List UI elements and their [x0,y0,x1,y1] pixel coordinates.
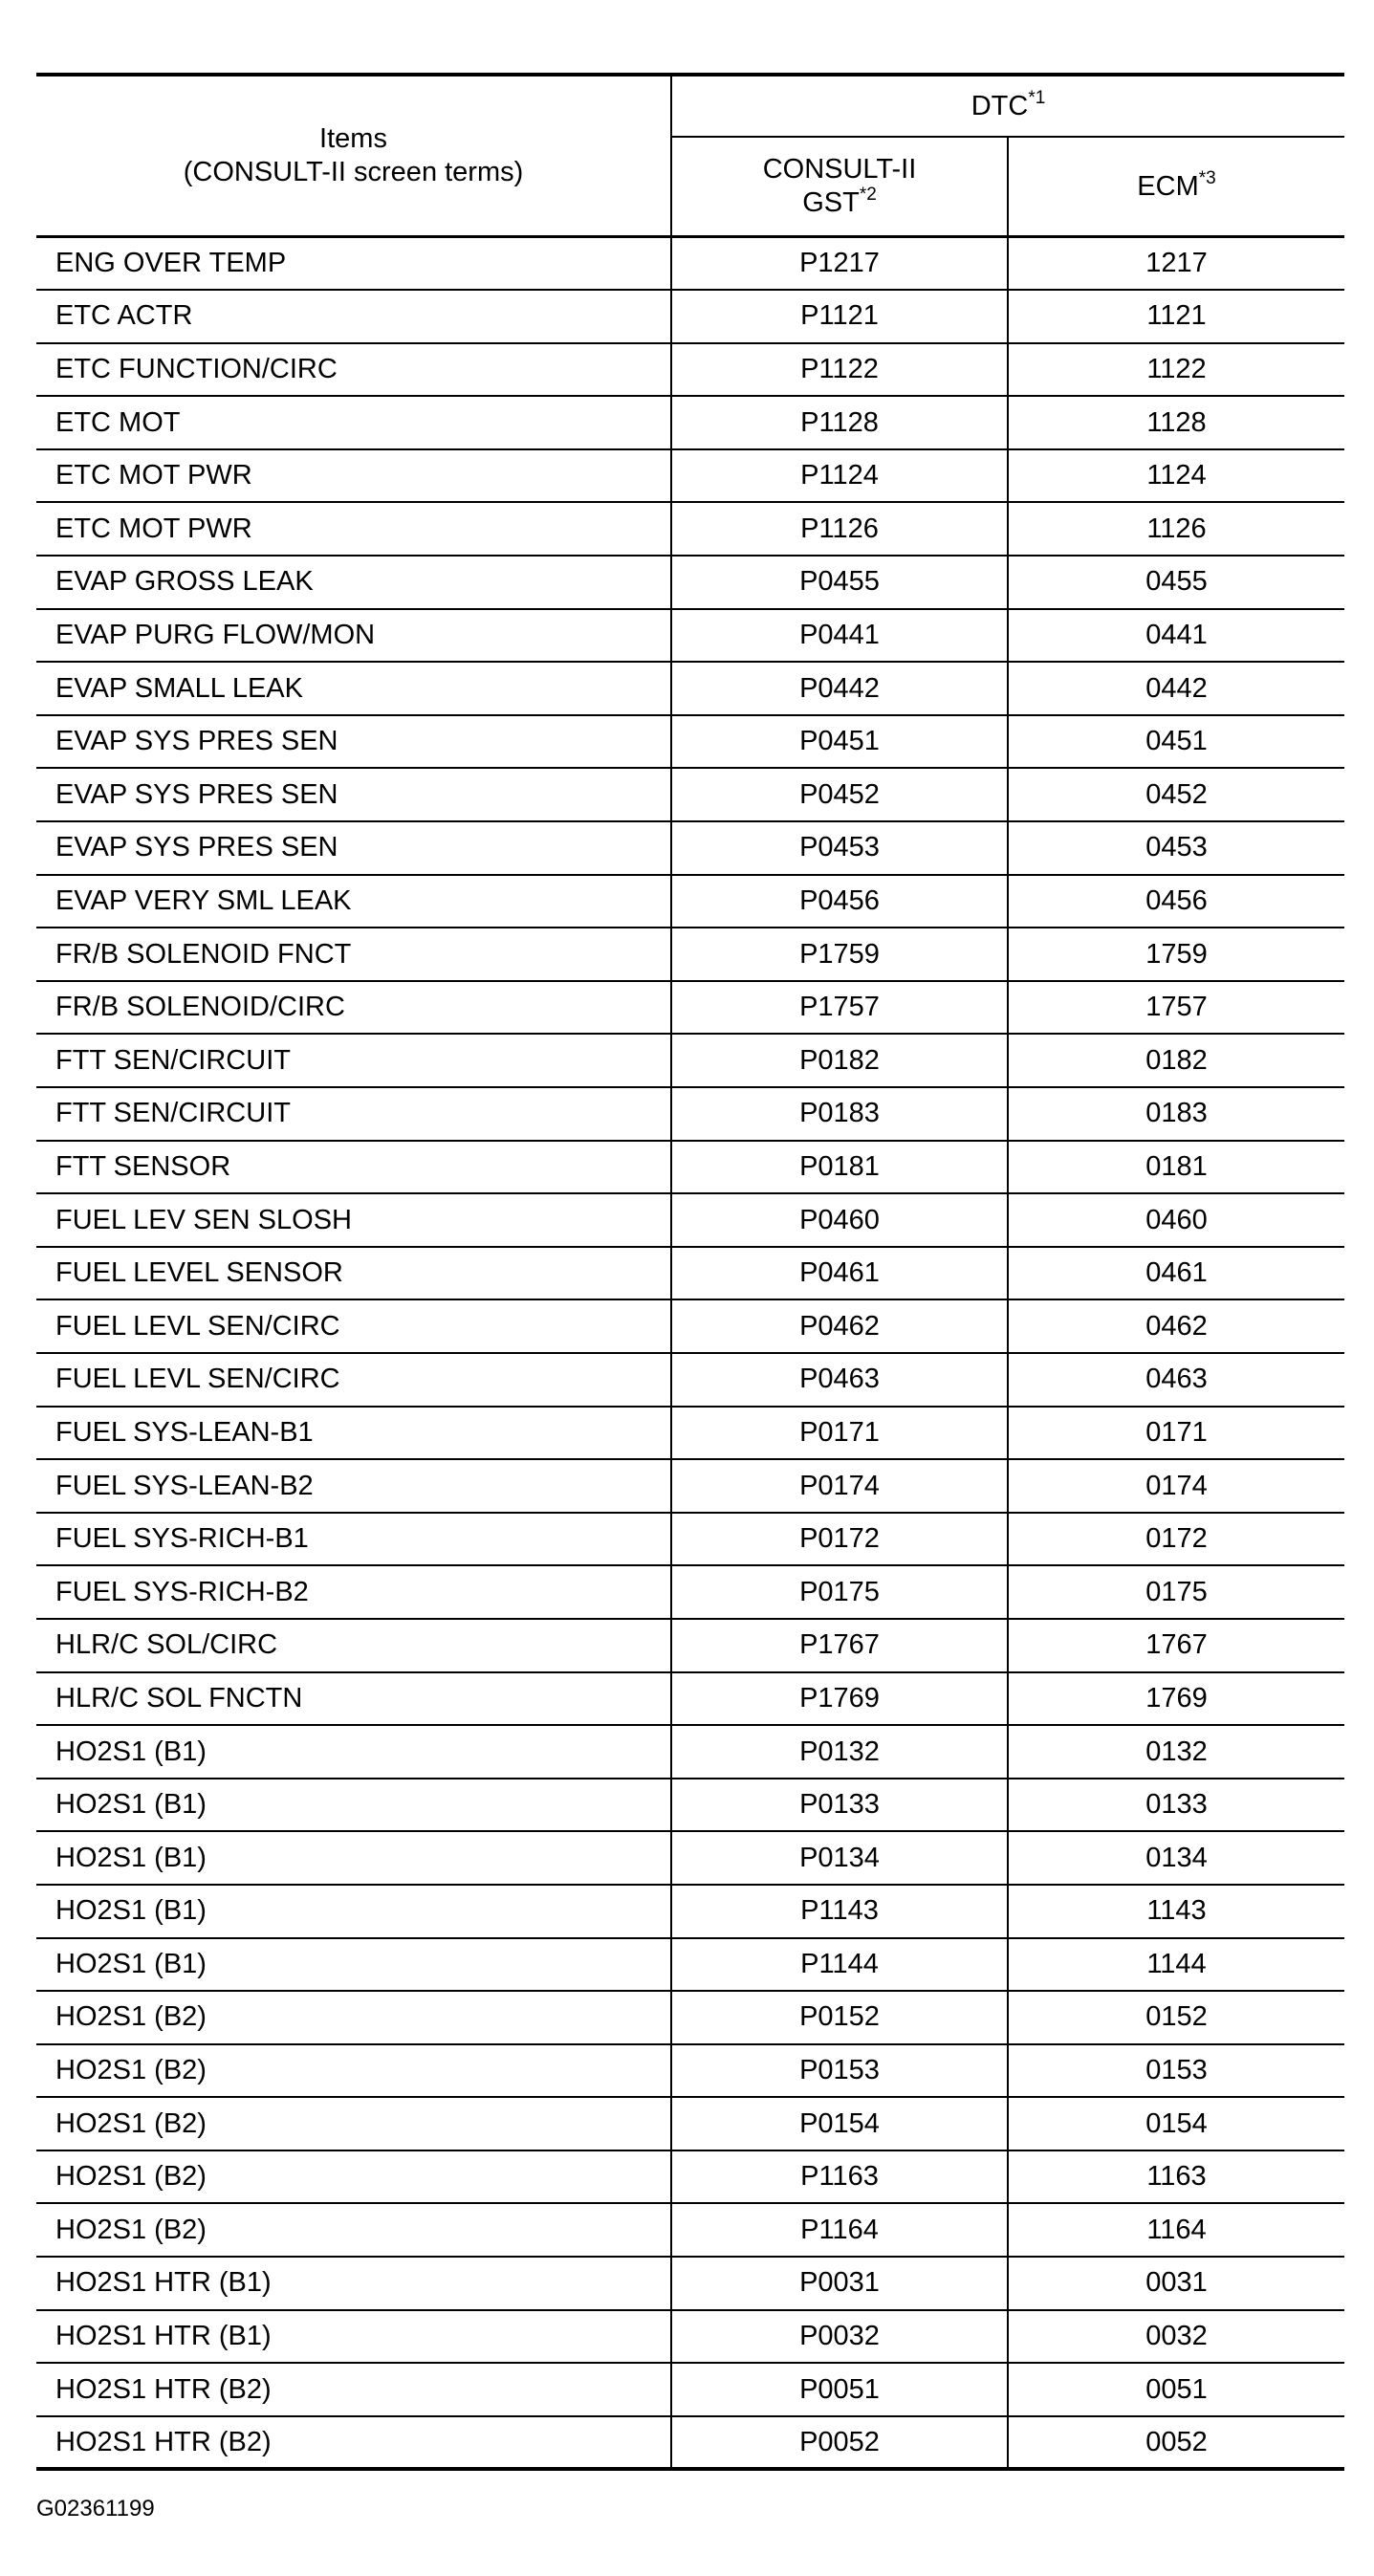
item-cell: HO2S1 (B1) [36,1885,671,1938]
item-cell: EVAP GROSS LEAK [36,556,671,609]
ecm-cell: 0134 [1008,1831,1344,1885]
item-cell: HO2S1 HTR (B2) [36,2416,671,2470]
table-row [36,343,1344,397]
consult-gst-cell: P0460 [671,1193,1008,1247]
item-cell: ETC MOT PWR [36,449,671,503]
item-cell: EVAP SYS PRES SEN [36,768,671,821]
header-consult-gst [671,137,1008,237]
table-body [36,237,1344,2470]
ecm-cell: 0453 [1008,821,1344,875]
ecm-cell: 0461 [1008,1247,1344,1300]
item-cell: FR/B SOLENOID/CIRC [36,981,671,1035]
consult-gst-cell: P1122 [671,343,1008,397]
figure-id: G02361199 [36,2496,155,2521]
item-cell: EVAP VERY SML LEAK [36,875,671,928]
table-row [36,556,1344,609]
dtc-table [36,73,1344,2471]
ecm-cell: 1121 [1008,290,1344,343]
table-row [36,1831,1344,1885]
table-row [36,1459,1344,1513]
item-cell: HO2S1 (B2) [36,2044,671,2098]
consult-gst-cell: P0153 [671,2044,1008,2098]
consult-gst-cell: P0456 [671,875,1008,928]
header-ecm-label: ECM [1137,170,1199,202]
item-cell: FTT SEN/CIRCUIT [36,1034,671,1087]
table-row [36,1087,1344,1141]
item-cell: FUEL SYS-LEAN-B1 [36,1407,671,1460]
header-consult-line2: GST [802,187,860,218]
table-row [36,1725,1344,1779]
item-cell: HO2S1 HTR (B1) [36,2257,671,2310]
ecm-cell: 0175 [1008,1565,1344,1619]
item-cell: FUEL LEVEL SENSOR [36,1247,671,1300]
ecm-cell: 1769 [1008,1672,1344,1726]
table-row [36,1193,1344,1247]
item-cell: FR/B SOLENOID FNCT [36,928,671,981]
consult-gst-cell: P0183 [671,1087,1008,1141]
item-cell: HO2S1 HTR (B1) [36,2310,671,2364]
header-dtc [671,75,1344,137]
consult-gst-cell: P1144 [671,1938,1008,1992]
item-cell: ETC ACTR [36,290,671,343]
table-row [36,2363,1344,2416]
table-row [36,609,1344,663]
consult-gst-cell: P1757 [671,981,1008,1035]
table-row [36,1407,1344,1460]
dtc-table-container [36,73,1344,2471]
consult-gst-cell: P1164 [671,2203,1008,2257]
ecm-cell: 0456 [1008,875,1344,928]
ecm-cell: 1767 [1008,1619,1344,1672]
item-cell: EVAP PURG FLOW/MON [36,609,671,663]
ecm-cell: 0171 [1008,1407,1344,1460]
item-cell: HO2S1 (B1) [36,1779,671,1832]
ecm-cell: 0133 [1008,1779,1344,1832]
consult-gst-cell: P1143 [671,1885,1008,1938]
consult-gst-cell: P0171 [671,1407,1008,1460]
item-cell: FUEL SYS-RICH-B2 [36,1565,671,1619]
item-cell: ETC MOT PWR [36,502,671,556]
header-items [36,75,671,237]
table-header [36,75,1344,237]
ecm-cell: 0031 [1008,2257,1344,2310]
header-dtc-label: DTC [971,90,1029,121]
item-cell: ENG OVER TEMP [36,237,671,291]
ecm-cell: 1163 [1008,2150,1344,2204]
item-cell: FTT SENSOR [36,1141,671,1194]
consult-gst-cell: P1126 [671,502,1008,556]
item-cell: FUEL LEVL SEN/CIRC [36,1299,671,1353]
ecm-cell: 0183 [1008,1087,1344,1141]
consult-gst-cell: P0152 [671,1991,1008,2044]
item-cell: ETC FUNCTION/CIRC [36,343,671,397]
table-row [36,1141,1344,1194]
table-row [36,1672,1344,1726]
consult-gst-cell: P0154 [671,2097,1008,2150]
consult-gst-cell: P1128 [671,396,1008,449]
ecm-cell: 0153 [1008,2044,1344,2098]
item-cell: HO2S1 (B2) [36,2150,671,2204]
consult-gst-cell: P1759 [671,928,1008,981]
table-row [36,502,1344,556]
ecm-cell: 0051 [1008,2363,1344,2416]
item-cell: FUEL SYS-LEAN-B2 [36,1459,671,1513]
ecm-cell: 1759 [1008,928,1344,981]
consult-gst-cell: P0052 [671,2416,1008,2470]
item-cell: HO2S1 (B1) [36,1831,671,1885]
consult-gst-cell: P0175 [671,1565,1008,1619]
item-cell: HO2S1 (B1) [36,1725,671,1779]
ecm-cell: 0462 [1008,1299,1344,1353]
ecm-cell: 0442 [1008,662,1344,715]
consult-gst-cell: P0134 [671,1831,1008,1885]
consult-gst-cell: P0182 [671,1034,1008,1087]
consult-gst-cell: P0051 [671,2363,1008,2416]
item-cell: HO2S1 (B2) [36,2097,671,2150]
table-row [36,396,1344,449]
header-consult-line1: CONSULT-II [762,154,917,186]
table-row [36,928,1344,981]
table-row [36,1034,1344,1087]
consult-gst-cell: P1217 [671,237,1008,291]
table-row [36,1247,1344,1300]
table-row [36,1885,1344,1938]
table-row [36,768,1344,821]
item-cell: HO2S1 HTR (B2) [36,2363,671,2416]
ecm-cell: 0451 [1008,715,1344,769]
table-row [36,449,1344,503]
table-row [36,1299,1344,1353]
ecm-cell: 0460 [1008,1193,1344,1247]
ecm-cell: 0174 [1008,1459,1344,1513]
consult-gst-cell: P0462 [671,1299,1008,1353]
consult-gst-cell: P0461 [671,1247,1008,1300]
consult-gst-cell: P1163 [671,2150,1008,2204]
table-row [36,2257,1344,2310]
header-dtc-footnote-mark: *1 [1028,87,1046,108]
item-cell: ETC MOT [36,396,671,449]
consult-gst-cell: P0174 [671,1459,1008,1513]
table-row [36,1779,1344,1832]
consult-gst-cell: P0133 [671,1779,1008,1832]
consult-gst-cell: P1767 [671,1619,1008,1672]
table-row [36,875,1344,928]
item-cell: EVAP SYS PRES SEN [36,715,671,769]
consult-gst-cell: P0181 [671,1141,1008,1194]
consult-gst-cell: P0455 [671,556,1008,609]
consult-gst-cell: P0132 [671,1725,1008,1779]
consult-gst-cell: P0453 [671,821,1008,875]
ecm-cell: 0441 [1008,609,1344,663]
item-cell: HO2S1 (B2) [36,1991,671,2044]
item-cell: HO2S1 (B2) [36,2203,671,2257]
table-row [36,2097,1344,2150]
ecm-cell: 1164 [1008,2203,1344,2257]
item-cell: FUEL LEVL SEN/CIRC [36,1353,671,1407]
table-row [36,237,1344,291]
consult-gst-cell: P1124 [671,449,1008,503]
ecm-cell: 1217 [1008,237,1344,291]
ecm-cell: 0182 [1008,1034,1344,1087]
table-row [36,2416,1344,2470]
table-row [36,1619,1344,1672]
table-row [36,821,1344,875]
ecm-cell: 0052 [1008,2416,1344,2470]
item-cell: EVAP SMALL LEAK [36,662,671,715]
header-ecm [1008,137,1344,237]
ecm-cell: 1128 [1008,396,1344,449]
consult-gst-cell: P0032 [671,2310,1008,2364]
consult-gst-cell: P0463 [671,1353,1008,1407]
consult-gst-cell: P0441 [671,609,1008,663]
item-cell: FTT SEN/CIRCUIT [36,1087,671,1141]
item-cell: FUEL LEV SEN SLOSH [36,1193,671,1247]
ecm-cell: 0452 [1008,768,1344,821]
ecm-cell: 1126 [1008,502,1344,556]
header-consult-footnote-mark: *2 [859,185,877,205]
table-row [36,2044,1344,2098]
table-row [36,981,1344,1035]
header-items-line1: Items [319,123,387,155]
table-row [36,1353,1344,1407]
item-cell: FUEL SYS-RICH-B1 [36,1513,671,1566]
header-items-line2: (CONSULT-II screen terms) [183,157,524,187]
table-row [36,290,1344,343]
ecm-cell: 0152 [1008,1991,1344,2044]
ecm-cell: 1757 [1008,981,1344,1035]
consult-gst-cell: P0031 [671,2257,1008,2310]
item-cell: HO2S1 (B1) [36,1938,671,1992]
consult-gst-cell: P0442 [671,662,1008,715]
consult-gst-cell: P1769 [671,1672,1008,1726]
ecm-cell: 1124 [1008,449,1344,503]
ecm-cell: 0181 [1008,1141,1344,1194]
ecm-cell: 0463 [1008,1353,1344,1407]
item-cell: HLR/C SOL/CIRC [36,1619,671,1672]
ecm-cell: 1143 [1008,1885,1344,1938]
header-ecm-footnote-mark: *3 [1198,167,1216,188]
table-row [36,1565,1344,1619]
ecm-cell: 0172 [1008,1513,1344,1566]
consult-gst-cell: P0172 [671,1513,1008,1566]
table-row [36,1938,1344,1992]
table-row [36,715,1344,769]
table-row [36,2203,1344,2257]
table-row [36,1513,1344,1566]
consult-gst-cell: P0452 [671,768,1008,821]
consult-gst-cell: P0451 [671,715,1008,769]
table-row [36,2150,1344,2204]
ecm-cell: 1144 [1008,1938,1344,1992]
ecm-cell: 0154 [1008,2097,1344,2150]
item-cell: EVAP SYS PRES SEN [36,821,671,875]
table-row [36,2310,1344,2364]
item-cell: HLR/C SOL FNCTN [36,1672,671,1726]
ecm-cell: 0455 [1008,556,1344,609]
consult-gst-cell: P1121 [671,290,1008,343]
ecm-cell: 0032 [1008,2310,1344,2364]
ecm-cell: 1122 [1008,343,1344,397]
table-row [36,1991,1344,2044]
ecm-cell: 0132 [1008,1725,1344,1779]
table-row [36,662,1344,715]
